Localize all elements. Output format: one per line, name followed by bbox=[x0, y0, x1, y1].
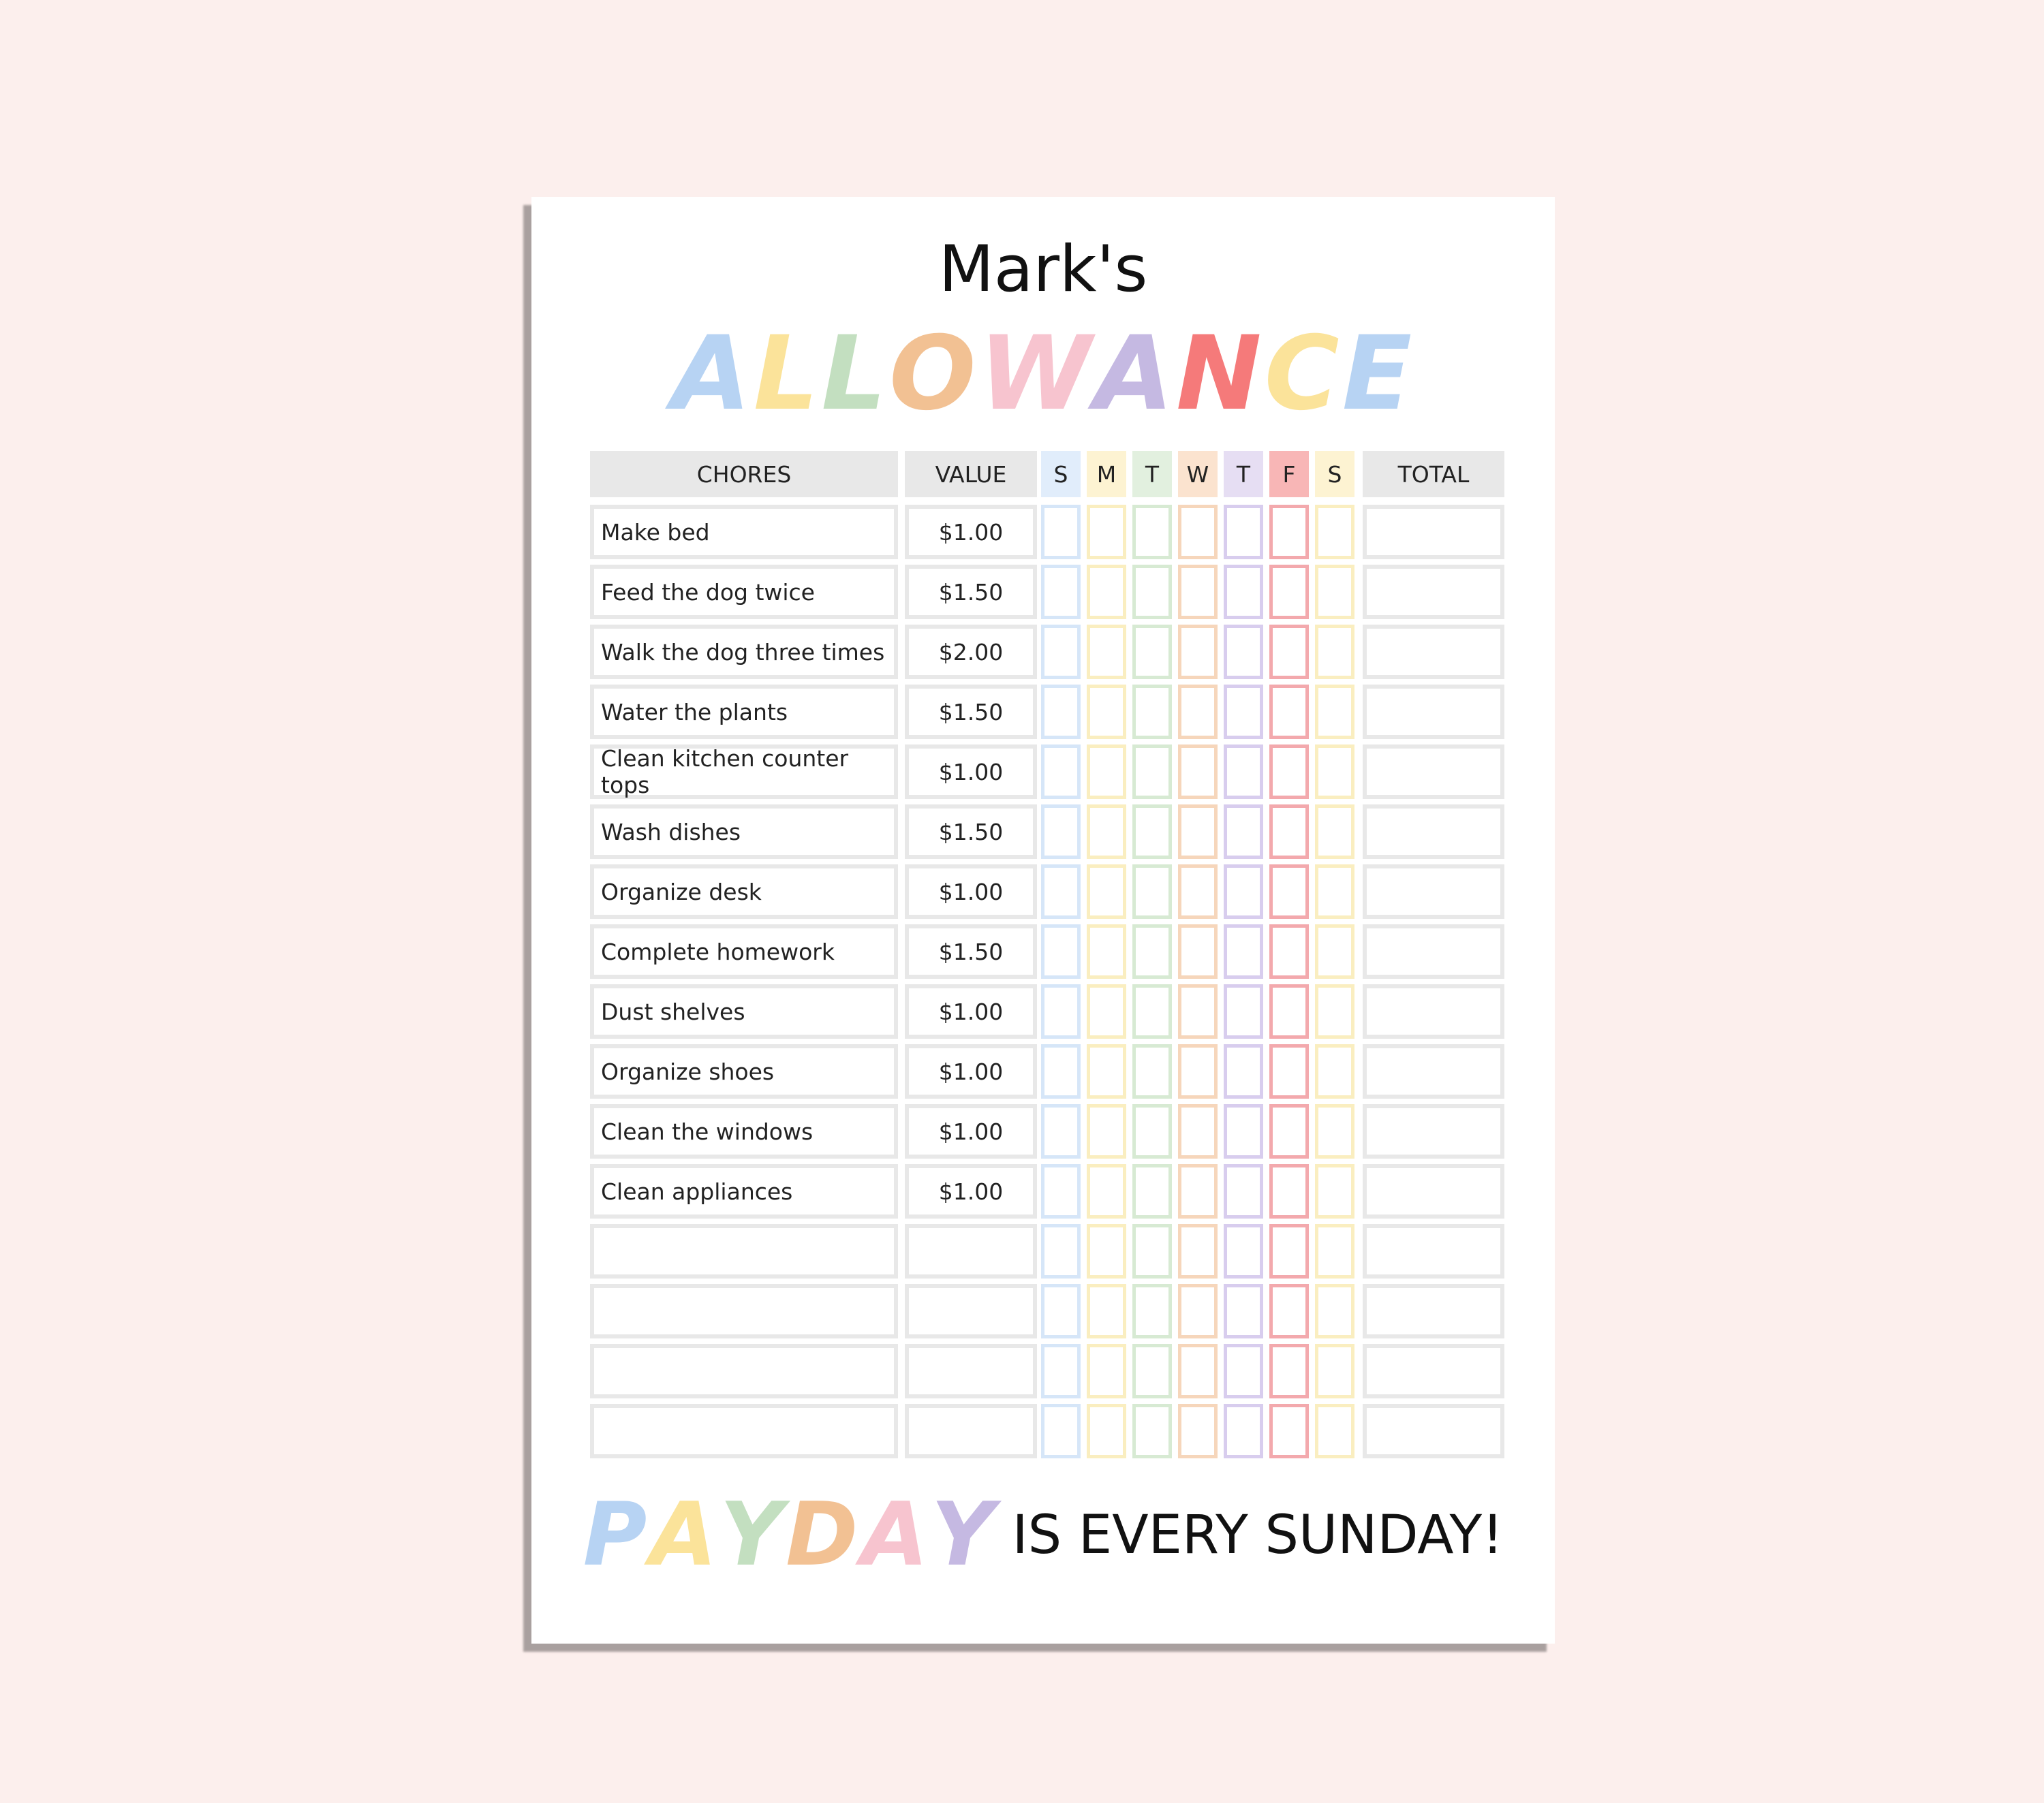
total-cell[interactable] bbox=[1363, 685, 1504, 739]
day-checkbox[interactable] bbox=[1269, 1164, 1309, 1219]
total-cell[interactable] bbox=[1363, 505, 1504, 559]
allowance-letter: A bbox=[1094, 315, 1177, 433]
day-checkbox[interactable] bbox=[1224, 685, 1263, 739]
allowance-letter: C bbox=[1264, 315, 1342, 433]
header-day: M bbox=[1087, 451, 1126, 497]
day-checkbox[interactable] bbox=[1178, 1104, 1218, 1159]
day-checkbox[interactable] bbox=[1178, 1044, 1218, 1099]
day-checkbox[interactable] bbox=[1224, 1344, 1263, 1398]
day-checkbox[interactable] bbox=[1087, 744, 1126, 799]
day-checkbox[interactable] bbox=[1132, 565, 1172, 619]
total-cell[interactable] bbox=[1363, 1344, 1504, 1398]
chore-cell[interactable]: Complete homework bbox=[590, 924, 898, 979]
day-checkbox[interactable] bbox=[1087, 565, 1126, 619]
chore-cell[interactable]: Feed the dog twice bbox=[590, 565, 898, 619]
day-checkbox[interactable] bbox=[1315, 1344, 1354, 1398]
day-checkbox[interactable] bbox=[1315, 984, 1354, 1039]
chore-cell[interactable] bbox=[590, 1224, 898, 1279]
day-checkbox[interactable] bbox=[1041, 804, 1081, 859]
total-cell[interactable] bbox=[1363, 625, 1504, 679]
value-cell[interactable] bbox=[905, 1404, 1037, 1458]
day-checkbox[interactable] bbox=[1315, 1164, 1354, 1219]
day-checkbox[interactable] bbox=[1087, 1104, 1126, 1159]
total-cell[interactable] bbox=[1363, 1044, 1504, 1099]
day-checkbox[interactable] bbox=[1178, 1224, 1218, 1279]
day-checkbox[interactable] bbox=[1178, 864, 1218, 919]
day-checkbox[interactable] bbox=[1087, 984, 1126, 1039]
allowance-letter: W bbox=[978, 315, 1095, 433]
day-checkbox[interactable] bbox=[1041, 1104, 1081, 1159]
day-checkbox[interactable] bbox=[1041, 864, 1081, 919]
day-checkbox[interactable] bbox=[1315, 1044, 1354, 1099]
allowance-letter: N bbox=[1176, 315, 1265, 433]
allowance-letter: L bbox=[821, 315, 890, 433]
chore-cell[interactable]: Clean appliances bbox=[590, 1164, 898, 1219]
day-checkbox[interactable] bbox=[1315, 924, 1354, 979]
header-day: S bbox=[1315, 451, 1354, 497]
day-checkbox[interactable] bbox=[1178, 685, 1218, 739]
day-checkbox[interactable] bbox=[1178, 565, 1218, 619]
day-checkbox[interactable] bbox=[1269, 1224, 1309, 1279]
day-checkbox[interactable] bbox=[1087, 1164, 1126, 1219]
chore-cell[interactable]: Organize desk bbox=[590, 864, 898, 919]
day-checkbox[interactable] bbox=[1269, 804, 1309, 859]
day-checkbox[interactable] bbox=[1132, 1104, 1172, 1159]
day-checkbox[interactable] bbox=[1132, 804, 1172, 859]
total-cell[interactable] bbox=[1363, 924, 1504, 979]
value-cell[interactable]: $1.50 bbox=[905, 924, 1037, 979]
day-checkbox[interactable] bbox=[1315, 1284, 1354, 1338]
day-checkbox[interactable] bbox=[1041, 984, 1081, 1039]
allowance-letter: A bbox=[671, 315, 754, 433]
total-cell[interactable] bbox=[1363, 1404, 1504, 1458]
chore-cell[interactable] bbox=[590, 1284, 898, 1338]
day-checkbox[interactable] bbox=[1132, 1044, 1172, 1099]
allowance-letter: O bbox=[889, 315, 979, 433]
payday-letter: Y bbox=[931, 1484, 997, 1586]
day-checkbox[interactable] bbox=[1178, 744, 1218, 799]
page-title-name: Mark's bbox=[938, 232, 1148, 307]
day-checkbox[interactable] bbox=[1178, 1284, 1218, 1338]
day-checkbox[interactable] bbox=[1315, 625, 1354, 679]
day-checkbox[interactable] bbox=[1269, 565, 1309, 619]
value-cell[interactable] bbox=[905, 1284, 1037, 1338]
day-checkbox[interactable] bbox=[1178, 625, 1218, 679]
day-checkbox[interactable] bbox=[1224, 1284, 1263, 1338]
day-checkbox[interactable] bbox=[1041, 1404, 1081, 1458]
day-checkbox[interactable] bbox=[1132, 505, 1172, 559]
day-checkbox[interactable] bbox=[1269, 1104, 1309, 1159]
day-checkbox[interactable] bbox=[1041, 685, 1081, 739]
day-checkbox[interactable] bbox=[1315, 505, 1354, 559]
header-day: F bbox=[1269, 451, 1309, 497]
payday-word bbox=[583, 1484, 997, 1586]
day-checkbox[interactable] bbox=[1087, 1344, 1126, 1398]
allowance-sheet bbox=[531, 197, 1555, 1644]
value-cell[interactable]: $1.50 bbox=[905, 685, 1037, 739]
day-checkbox[interactable] bbox=[1315, 1404, 1354, 1458]
value-cell[interactable]: $1.00 bbox=[905, 505, 1037, 559]
chore-cell[interactable]: Walk the dog three times bbox=[590, 625, 898, 679]
day-checkbox[interactable] bbox=[1315, 685, 1354, 739]
day-checkbox[interactable] bbox=[1269, 505, 1309, 559]
day-checkbox[interactable] bbox=[1178, 1164, 1218, 1219]
day-checkbox[interactable] bbox=[1269, 864, 1309, 919]
day-checkbox[interactable] bbox=[1269, 924, 1309, 979]
day-checkbox[interactable] bbox=[1224, 1044, 1263, 1099]
day-checkbox[interactable] bbox=[1041, 1044, 1081, 1099]
day-checkbox[interactable] bbox=[1087, 1224, 1126, 1279]
day-checkbox[interactable] bbox=[1224, 1164, 1263, 1219]
day-checkbox[interactable] bbox=[1269, 1344, 1309, 1398]
day-checkbox[interactable] bbox=[1087, 1044, 1126, 1099]
chore-cell[interactable]: Clean kitchen counter tops bbox=[590, 744, 898, 799]
payday-letter: A bbox=[649, 1484, 720, 1586]
payday-letter: Y bbox=[719, 1484, 786, 1586]
total-cell[interactable] bbox=[1363, 984, 1504, 1039]
day-checkbox[interactable] bbox=[1041, 1284, 1081, 1338]
day-checkbox[interactable] bbox=[1087, 625, 1126, 679]
payday-footer bbox=[531, 1484, 1555, 1586]
allowance-heading bbox=[531, 313, 1555, 435]
day-checkbox[interactable] bbox=[1315, 804, 1354, 859]
day-checkbox[interactable] bbox=[1041, 1164, 1081, 1219]
day-checkbox[interactable] bbox=[1087, 864, 1126, 919]
day-checkbox[interactable] bbox=[1224, 625, 1263, 679]
day-checkbox[interactable] bbox=[1269, 744, 1309, 799]
value-cell[interactable]: $1.00 bbox=[905, 864, 1037, 919]
total-cell[interactable] bbox=[1363, 1164, 1504, 1219]
day-checkbox[interactable] bbox=[1178, 505, 1218, 559]
day-checkbox[interactable] bbox=[1132, 984, 1172, 1039]
value-cell[interactable]: $1.00 bbox=[905, 744, 1037, 799]
total-cell[interactable] bbox=[1363, 1284, 1504, 1338]
value-cell[interactable]: $1.50 bbox=[905, 804, 1037, 859]
day-checkbox[interactable] bbox=[1178, 924, 1218, 979]
day-checkbox[interactable] bbox=[1269, 1404, 1309, 1458]
payday-letter: A bbox=[861, 1484, 931, 1586]
day-checkbox[interactable] bbox=[1041, 744, 1081, 799]
day-checkbox[interactable] bbox=[1041, 1344, 1081, 1398]
value-cell[interactable]: $1.00 bbox=[905, 1104, 1037, 1159]
day-checkbox[interactable] bbox=[1224, 565, 1263, 619]
day-checkbox[interactable] bbox=[1132, 1404, 1172, 1458]
header-total: TOTAL bbox=[1363, 451, 1504, 497]
day-checkbox[interactable] bbox=[1315, 565, 1354, 619]
value-cell[interactable] bbox=[905, 1344, 1037, 1398]
day-checkbox[interactable] bbox=[1224, 744, 1263, 799]
day-checkbox[interactable] bbox=[1178, 1344, 1218, 1398]
value-cell[interactable] bbox=[905, 1224, 1037, 1279]
day-checkbox[interactable] bbox=[1178, 984, 1218, 1039]
chore-cell[interactable]: Wash dishes bbox=[590, 804, 898, 859]
day-checkbox[interactable] bbox=[1178, 1404, 1218, 1458]
day-checkbox[interactable] bbox=[1132, 924, 1172, 979]
day-checkbox[interactable] bbox=[1087, 505, 1126, 559]
chore-cell[interactable]: Make bed bbox=[590, 505, 898, 559]
chore-cell[interactable]: Clean the windows bbox=[590, 1104, 898, 1159]
chore-cell[interactable]: Water the plants bbox=[590, 685, 898, 739]
day-checkbox[interactable] bbox=[1087, 1284, 1126, 1338]
total-cell[interactable] bbox=[1363, 804, 1504, 859]
day-checkbox[interactable] bbox=[1041, 505, 1081, 559]
day-checkbox[interactable] bbox=[1269, 1284, 1309, 1338]
value-cell[interactable]: $1.00 bbox=[905, 984, 1037, 1039]
day-checkbox[interactable] bbox=[1224, 505, 1263, 559]
day-checkbox[interactable] bbox=[1224, 1104, 1263, 1159]
total-cell[interactable] bbox=[1363, 864, 1504, 919]
day-checkbox[interactable] bbox=[1087, 685, 1126, 739]
day-checkbox[interactable] bbox=[1087, 924, 1126, 979]
total-cell[interactable] bbox=[1363, 1104, 1504, 1159]
payday-note: IS EVERY SUNDAY! bbox=[1012, 1504, 1504, 1566]
value-cell[interactable]: $1.00 bbox=[905, 1044, 1037, 1099]
day-checkbox[interactable] bbox=[1087, 1404, 1126, 1458]
chore-cell[interactable]: Dust shelves bbox=[590, 984, 898, 1039]
day-checkbox[interactable] bbox=[1132, 685, 1172, 739]
allowance-letter: L bbox=[753, 315, 822, 433]
day-checkbox[interactable] bbox=[1087, 804, 1126, 859]
header-day: S bbox=[1041, 451, 1081, 497]
chore-cell[interactable] bbox=[590, 1344, 898, 1398]
value-cell[interactable]: $2.00 bbox=[905, 625, 1037, 679]
day-checkbox[interactable] bbox=[1224, 864, 1263, 919]
day-checkbox[interactable] bbox=[1041, 565, 1081, 619]
header-chores: CHORES bbox=[590, 451, 898, 497]
day-checkbox[interactable] bbox=[1178, 804, 1218, 859]
day-checkbox[interactable] bbox=[1224, 1404, 1263, 1458]
day-checkbox[interactable] bbox=[1041, 1224, 1081, 1279]
header-day: W bbox=[1178, 451, 1218, 497]
payday-letter: D bbox=[786, 1484, 861, 1586]
day-checkbox[interactable] bbox=[1132, 744, 1172, 799]
day-checkbox[interactable] bbox=[1269, 625, 1309, 679]
day-checkbox[interactable] bbox=[1269, 984, 1309, 1039]
header-day: T bbox=[1132, 451, 1172, 497]
day-checkbox[interactable] bbox=[1132, 1344, 1172, 1398]
day-checkbox[interactable] bbox=[1132, 1284, 1172, 1338]
day-checkbox[interactable] bbox=[1041, 625, 1081, 679]
day-checkbox[interactable] bbox=[1132, 864, 1172, 919]
day-checkbox[interactable] bbox=[1041, 924, 1081, 979]
day-checkbox[interactable] bbox=[1224, 804, 1263, 859]
chore-cell[interactable]: Organize shoes bbox=[590, 1044, 898, 1099]
day-checkbox[interactable] bbox=[1315, 864, 1354, 919]
header-day: T bbox=[1224, 451, 1263, 497]
header-value: VALUE bbox=[905, 451, 1037, 497]
day-checkbox[interactable] bbox=[1315, 744, 1354, 799]
day-checkbox[interactable] bbox=[1224, 924, 1263, 979]
day-checkbox[interactable] bbox=[1269, 685, 1309, 739]
day-checkbox[interactable] bbox=[1224, 1224, 1263, 1279]
payday-letter: P bbox=[583, 1484, 650, 1586]
total-cell[interactable] bbox=[1363, 565, 1504, 619]
day-checkbox[interactable] bbox=[1132, 1164, 1172, 1219]
value-cell[interactable]: $1.00 bbox=[905, 1164, 1037, 1219]
total-cell[interactable] bbox=[1363, 1224, 1504, 1279]
day-checkbox[interactable] bbox=[1132, 625, 1172, 679]
allowance-letter: E bbox=[1342, 315, 1415, 433]
day-checkbox[interactable] bbox=[1132, 1224, 1172, 1279]
total-cell[interactable] bbox=[1363, 744, 1504, 799]
day-checkbox[interactable] bbox=[1315, 1224, 1354, 1279]
day-checkbox[interactable] bbox=[1269, 1044, 1309, 1099]
chore-cell[interactable] bbox=[590, 1404, 898, 1458]
value-cell[interactable]: $1.50 bbox=[905, 565, 1037, 619]
day-checkbox[interactable] bbox=[1315, 1104, 1354, 1159]
day-checkbox[interactable] bbox=[1224, 984, 1263, 1039]
